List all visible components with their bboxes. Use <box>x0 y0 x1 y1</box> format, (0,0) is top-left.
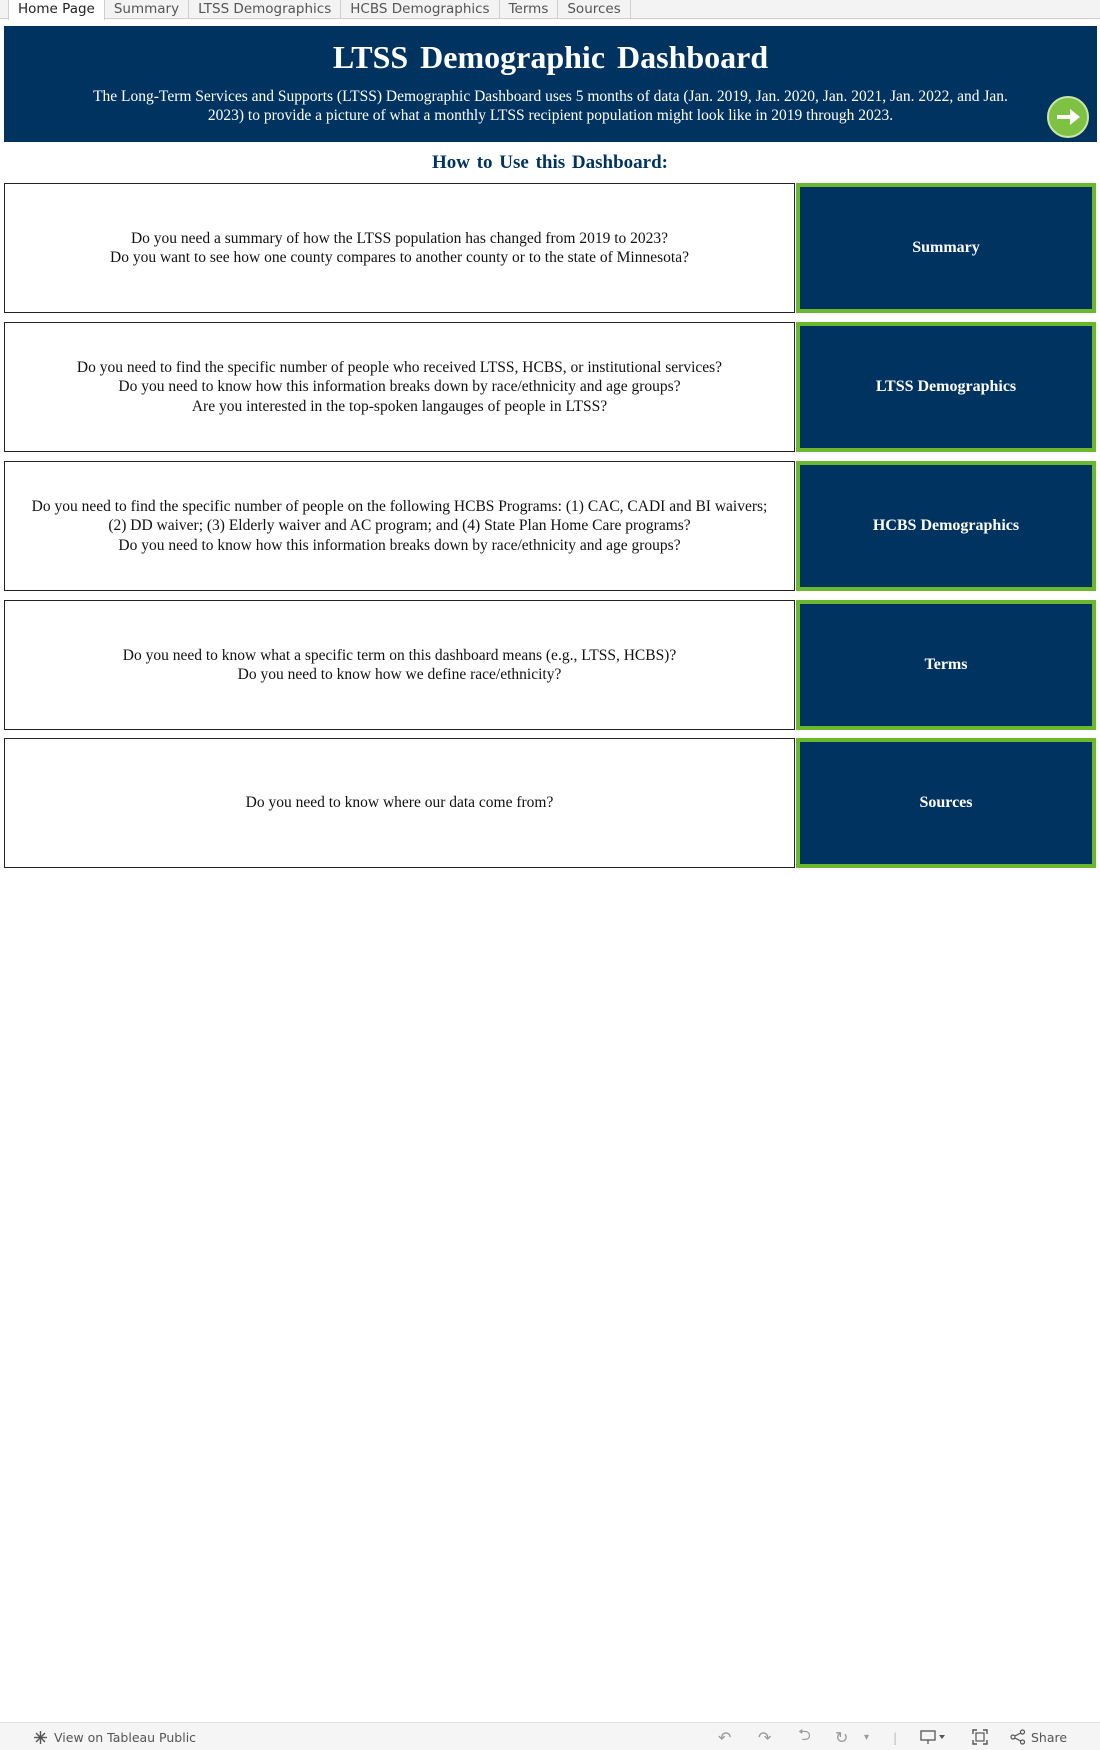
row-text: Do you need to know what a specific term on this dashboard means (e.g., LTSS, HCBS)? Do you need to know how we define race/ethnicity? <box>122 646 677 683</box>
tab-terms[interactable]: Terms <box>500 0 559 19</box>
dashboard-tab-strip <box>0 0 1100 19</box>
tableau-logo-icon <box>33 1730 48 1745</box>
row-text: Do you need to find the specific number of people who received LTSS, HCBS, or institutional services? Do you need to know how this information breaks down by race/ethnicity and age groups? Are you interested in the top-spoken langauges of people in LTSS? <box>76 358 723 415</box>
tab-summary[interactable]: Summary <box>105 0 189 19</box>
page-title: LTSS Demographic Dashboard <box>332 39 769 75</box>
row-text: Do you need a summary of how the LTSS population has changed from 2019 to 2023? Do you want to see how one county compares to another county or to the state of Minnesota? <box>110 229 689 266</box>
button-label: Sources <box>919 794 973 811</box>
row-ltss-description <box>4 322 795 452</box>
toolbar-divider: | <box>893 1729 898 1745</box>
tab-sources[interactable]: Sources <box>558 0 630 19</box>
arrow-right-icon <box>1053 102 1083 132</box>
button-label: LTSS Demographics <box>875 378 1017 395</box>
ltss-demographics-button[interactable] <box>796 322 1096 452</box>
next-page-button[interactable] <box>1047 96 1089 138</box>
row-hcbs-description <box>4 461 795 591</box>
row-text: Do you need to find the specific number of people on the following HCBS Programs: (1) CAC, CADI and BI waivers; (2) DD waiver; (3) Elderly waiver and AC program; and (4) State Plan Home Care programs? Do you need to know how this information breaks down by race/ethnicity and age groups? <box>31 497 768 554</box>
redo-icon[interactable]: ↷ <box>758 1727 772 1747</box>
undo-icon[interactable]: ↶ <box>718 1727 732 1747</box>
summary-button[interactable] <box>796 183 1096 313</box>
revert-icon[interactable]: ⮌ <box>798 1724 811 1744</box>
how-to-heading: How to Use this Dashboard: <box>431 152 669 173</box>
row-text: Do you need to know where our data come from? <box>245 794 554 812</box>
tab-home-page[interactable]: Home Page <box>8 0 105 20</box>
share-label: Share <box>1031 1729 1068 1745</box>
share-button[interactable] <box>1010 1723 1067 1750</box>
row-summary-description <box>4 183 795 313</box>
tableau-toolbar <box>0 1722 1100 1750</box>
chevron-down-icon[interactable]: ▾ <box>864 1731 870 1743</box>
terms-button[interactable] <box>796 600 1096 730</box>
button-label: Terms <box>924 656 968 673</box>
fullscreen-icon[interactable] <box>972 1723 988 1750</box>
button-label: Summary <box>912 239 980 256</box>
header-banner <box>4 26 1097 142</box>
row-terms-description <box>4 600 795 730</box>
presentation-icon[interactable] <box>920 1723 946 1750</box>
hcbs-demographics-button[interactable] <box>796 461 1096 591</box>
row-sources-description <box>4 738 795 868</box>
sources-button[interactable] <box>796 738 1096 868</box>
view-on-tableau-public-link[interactable] <box>33 1723 196 1750</box>
refresh-icon[interactable]: ↻ <box>835 1727 849 1747</box>
share-icon <box>1010 1729 1026 1745</box>
tab-hcbs-demographics[interactable]: HCBS Demographics <box>341 0 499 19</box>
page-description: The Long-Term Services and Supports (LTSS) Demographic Dashboard uses 5 months of data (Jan. 2019, Jan. 2020, Jan. 2021, Jan. 2022, and Jan. 2023) to provide a picture of what a monthly LTSS recipient population might look like in 2019 through 2023. <box>93 88 1008 124</box>
button-label: HCBS Demographics <box>872 517 1020 534</box>
view-on-tableau-public-label: View on Tableau Public <box>54 1729 197 1745</box>
tab-ltss-demographics[interactable]: LTSS Demographics <box>189 0 341 19</box>
